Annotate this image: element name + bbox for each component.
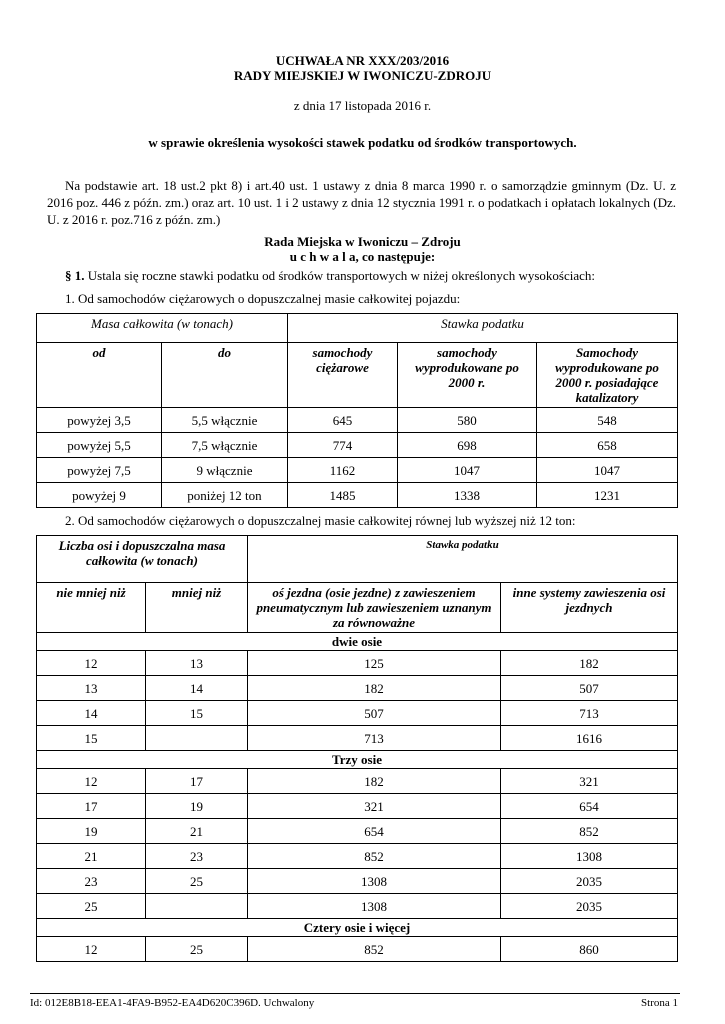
table-cell: 321 — [501, 769, 678, 794]
table-cell: powyżej 5,5 — [37, 433, 162, 458]
council-name: Rada Miejska w Iwoniczu – Zdroju — [264, 234, 461, 249]
axle-group-label: dwie osie — [37, 633, 678, 651]
table-cell: 14 — [146, 676, 248, 701]
table-row — [37, 794, 678, 819]
table-cell: 1047 — [537, 458, 678, 483]
table-row — [37, 726, 678, 751]
header-after-2000: samochody wyprodukowane po 2000 r. — [398, 343, 537, 408]
table-cell: 15 — [37, 726, 146, 751]
table-row — [37, 483, 678, 508]
title-line2: RADY MIEJSKIEJ W IWONICZU-ZDROJU — [233, 68, 492, 83]
table-cell: 852 — [248, 937, 501, 962]
table-cell: 654 — [248, 819, 501, 844]
table-cell: 507 — [248, 701, 501, 726]
paragraph-1-text: Ustala się roczne stawki podatku od środków transportowych w niżej określonych wysokościach: — [84, 268, 595, 283]
table-row — [37, 458, 678, 483]
axle-group-label: Trzy osie — [37, 751, 678, 769]
footer-document-id: Id: 012E8B18-EEA1-4FA9-B952-EA4D620C396D. Uchwalony — [30, 997, 315, 1009]
rates-table-under-12t — [36, 313, 678, 508]
rates-table-12t-plus — [36, 535, 678, 962]
table-cell: 125 — [248, 651, 501, 676]
table-row — [37, 869, 678, 894]
table-cell: 25 — [37, 894, 146, 919]
table-cell: 182 — [248, 676, 501, 701]
table-cell: 507 — [501, 676, 678, 701]
table-cell: 698 — [398, 433, 537, 458]
header-trucks: samochody ciężarowe — [288, 343, 398, 408]
table-cell: 713 — [248, 726, 501, 751]
table-row — [37, 844, 678, 869]
table-cell: 182 — [501, 651, 678, 676]
header-min: nie mniej niż — [37, 583, 146, 633]
table-cell: 1616 — [501, 726, 678, 751]
table-cell: 182 — [248, 769, 501, 794]
resolves-heading: u c h w a l a, co następuje: — [289, 249, 436, 264]
header-pneumatic: oś jezdna (osie jezdne) z zawieszeniem pneumatycznym lub zawieszeniem uznanym za równoważne — [248, 583, 501, 633]
table-cell: 12 — [37, 769, 146, 794]
footer-page-number: Strona 1 — [641, 997, 678, 1009]
table-cell: 25 — [146, 869, 248, 894]
table-cell: 25 — [146, 937, 248, 962]
header-mass: Masa całkowita (w tonach) — [37, 314, 288, 343]
table-cell: poniżej 12 ton — [162, 483, 288, 508]
table-cell: 2035 — [501, 894, 678, 919]
table-cell — [146, 726, 248, 751]
table-cell: 1162 — [288, 458, 398, 483]
table-cell: 17 — [37, 794, 146, 819]
table-cell: 860 — [501, 937, 678, 962]
resolution-subject: w sprawie określenia wysokości stawek podatku od środków transportowych. — [148, 135, 577, 150]
table-row — [37, 937, 678, 962]
table-cell: 13 — [146, 651, 248, 676]
paragraph-1-mark: § 1. — [65, 268, 85, 283]
header-axles-mass: Liczba osi i dopuszczalna masa całkowita (w tonach) — [37, 536, 248, 583]
table-cell: 14 — [37, 701, 146, 726]
footer-divider — [30, 993, 680, 994]
table-cell: 1231 — [537, 483, 678, 508]
table-cell: 580 — [398, 408, 537, 433]
table-cell: 1308 — [248, 869, 501, 894]
table-cell: 17 — [146, 769, 248, 794]
header-from: od — [37, 343, 162, 408]
table-row — [37, 819, 678, 844]
group-row — [37, 633, 678, 651]
table-cell: 21 — [146, 819, 248, 844]
table-cell: 23 — [37, 869, 146, 894]
preamble: Na podstawie art. 18 ust.2 pkt 8) i art.40 ust. 1 ustawy z dnia 8 marca 1990 r. o samorządzie gminnym (Dz. U. z 2016 poz. 446 z późn. zm.) oraz art. 10 ust. 1 i 2 ustawy z dnia 12 stycznia 1991 r. o podatkach i opłatach lokalnych (Dz. U. z 2016 r. poz.716 z późn. zm.) — [47, 178, 676, 227]
header-to: do — [162, 343, 288, 408]
table-cell: 774 — [288, 433, 398, 458]
table-cell: powyżej 3,5 — [37, 408, 162, 433]
table-cell: 19 — [146, 794, 248, 819]
table-cell: powyżej 9 — [37, 483, 162, 508]
table-cell: 852 — [501, 819, 678, 844]
table-row — [37, 701, 678, 726]
table-cell: 23 — [146, 844, 248, 869]
header-rate: Stawka podatku — [288, 314, 678, 343]
table-cell: 13 — [37, 676, 146, 701]
table-cell: 548 — [537, 408, 678, 433]
group-row — [37, 751, 678, 769]
table-cell: powyżej 7,5 — [37, 458, 162, 483]
title-line1: UCHWAŁA NR XXX/203/2016 — [275, 53, 450, 68]
table-cell: 1338 — [398, 483, 537, 508]
table-row — [37, 408, 678, 433]
table-cell: 19 — [37, 819, 146, 844]
table-row — [37, 433, 678, 458]
table-cell: 9 włącznie — [162, 458, 288, 483]
point-2: 2. Od samochodów ciężarowych o dopuszczalnej masie całkowitej równej lub wyższej niż 12 ton: — [65, 513, 576, 528]
axle-group-label: Cztery osie i więcej — [37, 919, 678, 937]
resolution-date: z dnia 17 listopada 2016 r. — [293, 98, 432, 113]
group-row — [37, 919, 678, 937]
table-cell: 713 — [501, 701, 678, 726]
table-cell: 658 — [537, 433, 678, 458]
table-cell: 1047 — [398, 458, 537, 483]
table-cell: 12 — [37, 937, 146, 962]
table-cell: 654 — [501, 794, 678, 819]
table-cell: 1308 — [501, 844, 678, 869]
table-cell: 2035 — [501, 869, 678, 894]
table-cell: 15 — [146, 701, 248, 726]
table-row — [37, 651, 678, 676]
table-cell: 12 — [37, 651, 146, 676]
table-cell: 21 — [37, 844, 146, 869]
table-cell: 1308 — [248, 894, 501, 919]
header-other-suspension: inne systemy zawieszenia osi jezdnych — [501, 583, 678, 633]
table-cell: 852 — [248, 844, 501, 869]
table-cell — [146, 894, 248, 919]
table-cell: 645 — [288, 408, 398, 433]
header-after-2000-catalyst: Samochody wyprodukowane po 2000 r. posiadające katalizatory — [537, 343, 678, 408]
table-cell: 7,5 włącznie — [162, 433, 288, 458]
table-cell: 5,5 włącznie — [162, 408, 288, 433]
table-row — [37, 894, 678, 919]
table-cell: 321 — [248, 794, 501, 819]
table-cell: 1485 — [288, 483, 398, 508]
header-max: mniej niż — [146, 583, 248, 633]
header-rate: Stawka podatku — [248, 536, 678, 583]
table-row — [37, 676, 678, 701]
point-1: 1. Od samochodów ciężarowych o dopuszczalnej masie całkowitej pojazdu: — [65, 291, 461, 306]
paragraph-1 — [65, 268, 595, 284]
table-row — [37, 769, 678, 794]
